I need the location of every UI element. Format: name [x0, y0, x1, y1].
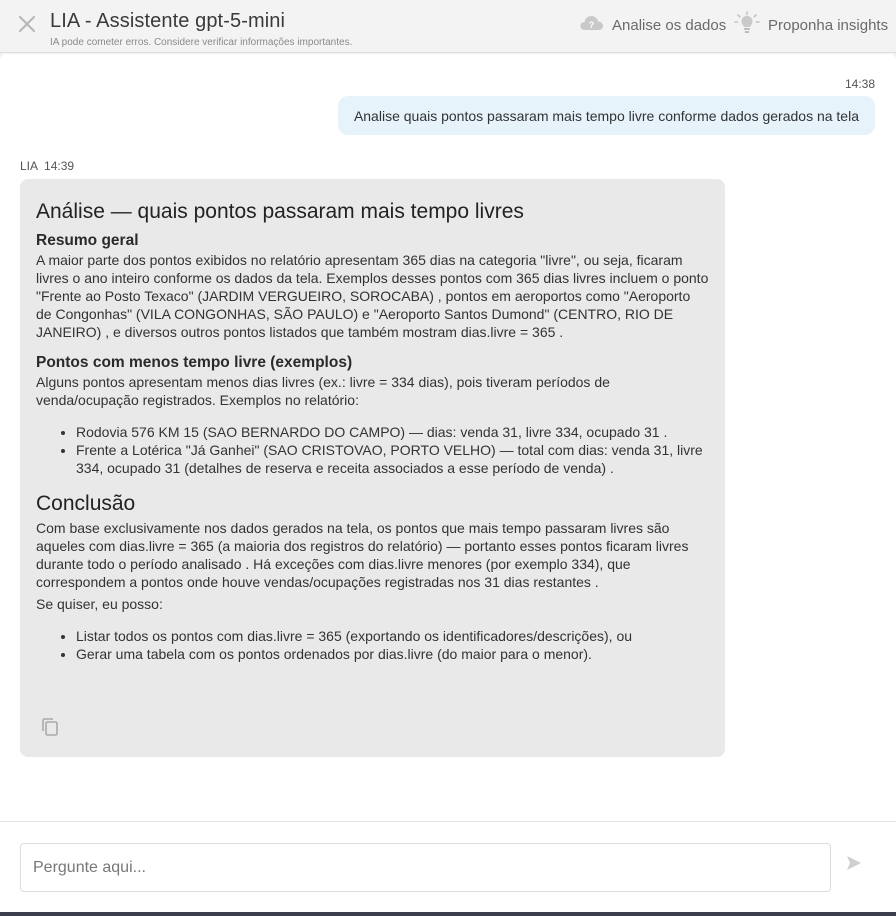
copy-icon[interactable] [40, 716, 60, 738]
cloud-question-icon [579, 13, 604, 37]
summary-title: Resumo geral [36, 232, 139, 249]
user-message-time: 14:38 [844, 77, 875, 91]
user-message-bubble [338, 96, 875, 135]
less-free-list [76, 423, 709, 477]
bottom-border [0, 912, 896, 916]
less-free-text: Alguns pontos apresentam menos dias livres (ex.: livre = 334 dias), pois tiveram períodos de venda/ocupação registrados. Exemplos no relatório: [36, 374, 610, 408]
list-item: • Rodovia 576 KM 15 (SAO BERNARDO DO CAMPO) — dias: venda 31, livre 334, ocupado 31 . [76, 423, 709, 441]
bot-message-bubble [20, 179, 725, 757]
less-free-title: Pontos com menos tempo livre (exemplos) [36, 354, 353, 371]
list-item: • Listar todos os pontos com dias.livre = 365 (exportando os identificadores/descrições), ou [76, 627, 709, 645]
user-message-text: Analise quais pontos passaram mais tempo livre conforme dados gerados na tela [353, 107, 859, 124]
close-icon[interactable] [16, 13, 38, 35]
conclusion-heading: Conclusão [36, 492, 136, 515]
bot-message-time: 14:39 [44, 159, 75, 173]
list-item: • Frente a Lotérica "Já Ganhei" (SAO CRISTOVAO, PORTO VELHO) — total com dias: venda 31, livre 334, ocupado 31 (detalhes de reserva e receita associados a esse período de venda) . [76, 441, 709, 477]
offer-list [76, 627, 709, 663]
analysis-heading: Análise — quais pontos passaram mais tempo livres [36, 200, 524, 223]
question-input[interactable] [20, 843, 831, 892]
analyze-data-button[interactable] [579, 12, 726, 38]
input-bar [0, 821, 896, 912]
page-title: LIA - Assistente gpt-5-mini [50, 10, 286, 32]
svg-text:?: ? [588, 20, 595, 30]
bot-message-meta [20, 159, 74, 173]
list-item: • Gerar uma tabela com os pontos ordenados por dias.livre (do maior para o menor). [76, 645, 709, 663]
conclusion-text: Com base exclusivamente nos dados gerados na tela, os pontos que mais tempo passaram livres são aqueles com dias.livre = 365 (a maioria dos registros do relatório) — portanto esses pontos ficaram livres durante todo o período analisado . Há exceções com dias.livre menores (por exemplo 334), que correspondem a pontos onde houve vendas/ocupações registradas nos 31 dias restantes . [36, 520, 689, 590]
summary-text: A maior parte dos pontos exibidos no relatório apresentam 365 dias na categoria "livre", ou seja, ficaram livres o ano inteiro conforme os dados da tela. Exemplos desses pontos com 365 dias livres incluem o ponto "Frente ao Posto Texaco" (JARDIM VERGUEIRO, SOROCABA) , pontos em aeroportos como "Aeroporto de Congonhas" (VILA CONGONHAS, SÃO PAULO) e "Aeroporto Santos Dumond" (CENTRO, RIO DE JANEIRO) , e diversos outros pontos listados que também mostram dias.livre = 365 . [36, 252, 709, 340]
analyze-data-label: Analise os dados [612, 16, 727, 34]
offer-text: Se quiser, eu posso: [36, 596, 163, 612]
send-icon[interactable] [845, 854, 863, 872]
bot-author: LIA [20, 159, 39, 173]
propose-insights-button[interactable] [734, 12, 888, 38]
propose-insights-label: Proponha insights [768, 16, 889, 34]
chat-header [0, 0, 896, 53]
disclaimer-text: IA pode cometer erros. Considere verificar informações importantes. [50, 37, 353, 48]
chat-area[interactable] [0, 54, 896, 821]
lightbulb-icon [734, 11, 760, 39]
